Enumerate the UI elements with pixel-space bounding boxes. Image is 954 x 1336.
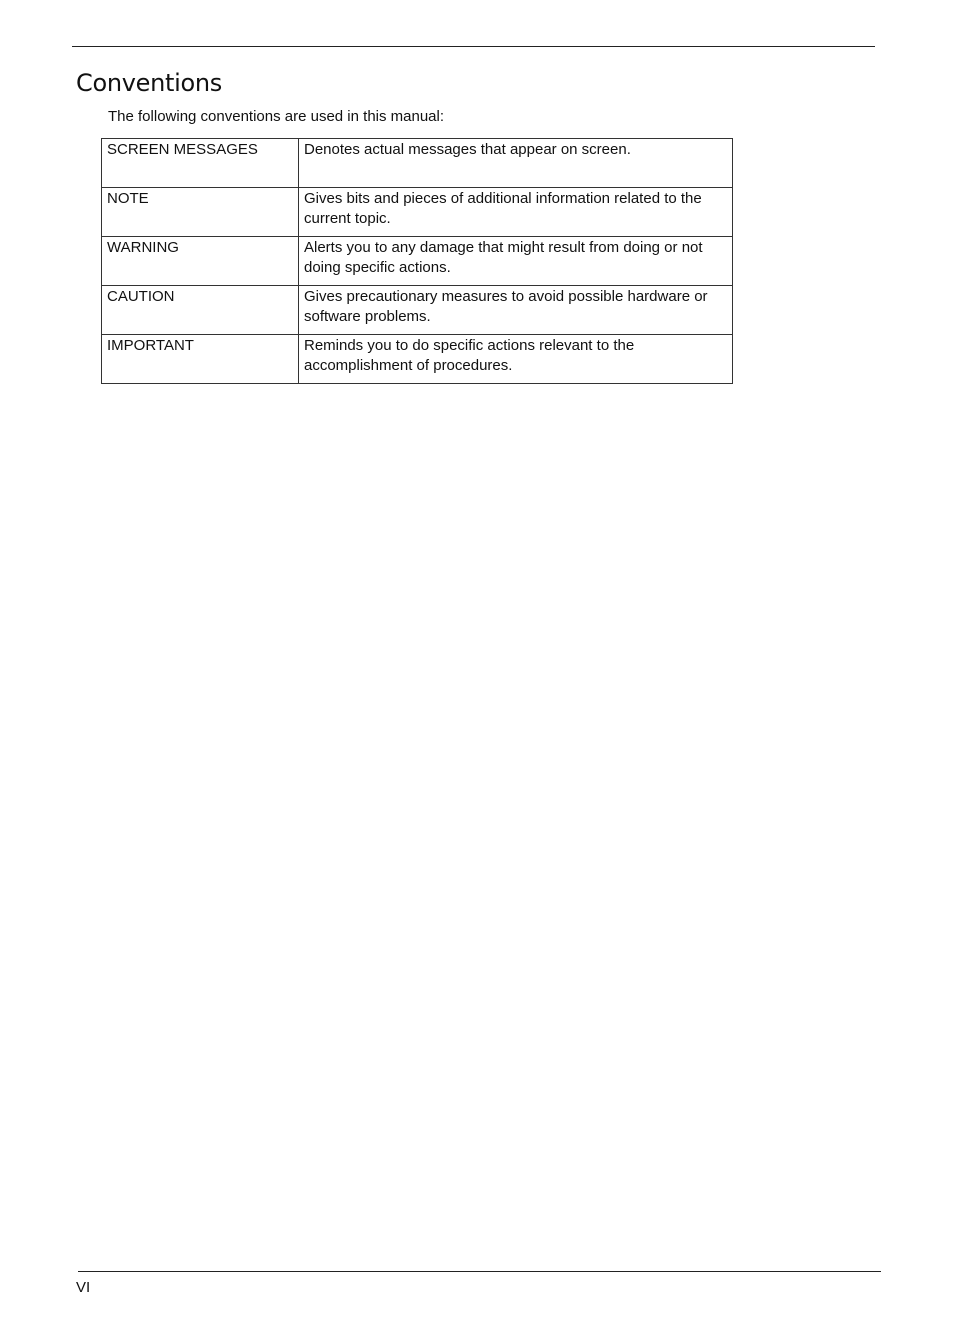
convention-term: IMPORTANT xyxy=(102,335,299,384)
convention-description: Denotes actual messages that appear on screen. xyxy=(299,139,733,188)
page-number: VI xyxy=(76,1279,91,1296)
convention-term: CAUTION xyxy=(102,286,299,335)
conventions-table xyxy=(101,138,733,384)
table-row xyxy=(102,188,733,237)
convention-description: Alerts you to any damage that might result from doing or not doing specific actions. xyxy=(299,237,733,286)
convention-term: WARNING xyxy=(102,237,299,286)
footer-rule xyxy=(78,1271,881,1272)
page-title: Conventions xyxy=(76,69,223,97)
convention-description: Gives bits and pieces of additional information related to the current topic. xyxy=(299,188,733,237)
header-rule xyxy=(72,46,875,47)
table-row xyxy=(102,139,733,188)
convention-term: SCREEN MESSAGES xyxy=(102,139,299,188)
table-row xyxy=(102,237,733,286)
convention-description: Reminds you to do specific actions relevant to the accomplishment of procedures. xyxy=(299,335,733,384)
intro-text: The following conventions are used in this manual: xyxy=(108,108,445,125)
convention-description: Gives precautionary measures to avoid possible hardware or software problems. xyxy=(299,286,733,335)
convention-term: NOTE xyxy=(102,188,299,237)
table-row xyxy=(102,286,733,335)
table-row xyxy=(102,335,733,384)
